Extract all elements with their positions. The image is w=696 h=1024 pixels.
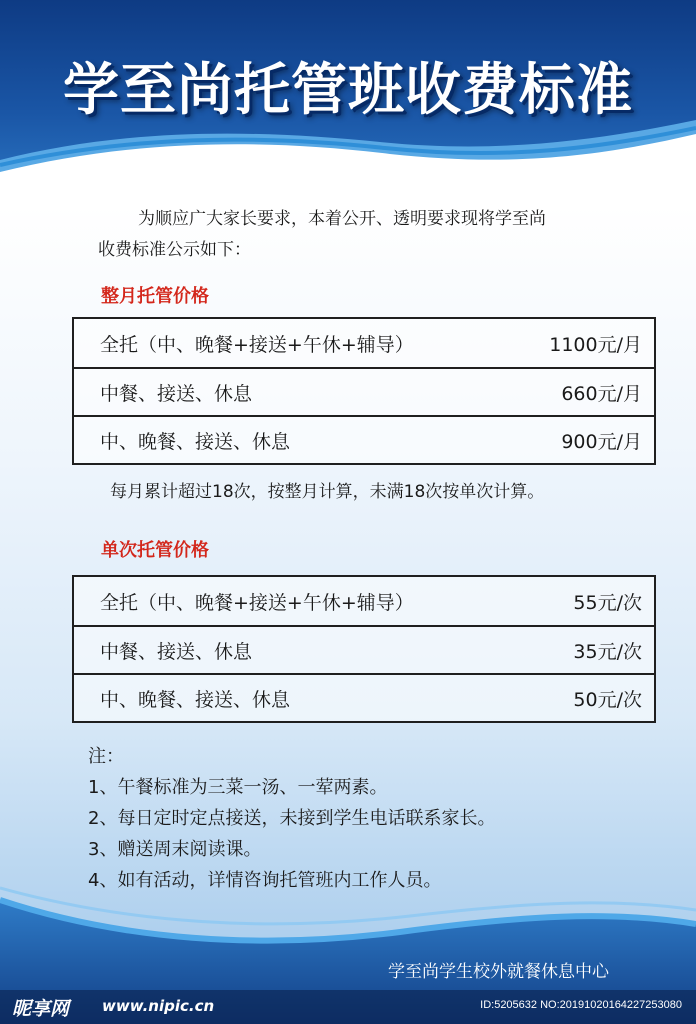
header-wave-decoration [0, 120, 696, 210]
table-row [74, 673, 654, 721]
price-item: 中餐、接送、休息 [100, 640, 253, 663]
organization-name: 学至尚学生校外就餐休息中心 [388, 962, 609, 982]
price-value: 1100元/月 [549, 333, 642, 356]
monthly-rule-note: 每月累计超过18次，按整月计算，未满18次按单次计算。 [110, 482, 545, 502]
monthly-section-title: 整月托管价格 [101, 286, 209, 307]
watermark-site: www.nipic.cn [102, 997, 215, 1015]
page-title: 学至尚托管班收费标准 [63, 58, 633, 123]
list-item: 4、如有活动，详情咨询托管班内工作人员。 [88, 870, 442, 891]
intro-paragraph [98, 204, 658, 266]
single-section-title: 单次托管价格 [101, 540, 209, 561]
price-value: 900元/月 [561, 430, 642, 453]
single-price-table [72, 575, 656, 723]
watermark-id: ID:5205632 NO:20191020164227253080 [480, 999, 682, 1011]
watermark-logo: 昵享网 [12, 998, 70, 1020]
price-item: 中、晚餐、接送、休息 [100, 430, 291, 453]
price-value: 50元/次 [573, 688, 642, 711]
table-row [74, 367, 654, 415]
intro-line-2: 收费标准公示如下： [98, 240, 251, 260]
price-item: 全托（中、晚餐+接送+午休+辅导） [100, 333, 414, 356]
table-row [74, 319, 654, 367]
monthly-price-table [72, 317, 656, 465]
table-row [74, 577, 654, 625]
intro-line-1-text: 为顺应广大家长要求，本着公开、透明要求现将学至尚 [138, 209, 546, 229]
price-item: 中、晚餐、接送、休息 [100, 688, 291, 711]
list-item: 1、午餐标准为三菜一汤、一荤两素。 [88, 777, 388, 798]
list-item: 3、赠送周末阅读课。 [88, 839, 262, 860]
notes-label: 注： [88, 746, 124, 767]
table-row [74, 625, 654, 673]
price-value: 660元/月 [561, 382, 642, 405]
list-item: 2、每日定时定点接送，未接到学生电话联系家长。 [88, 808, 496, 829]
notes-block [88, 741, 648, 896]
header-banner [0, 0, 696, 205]
table-row [74, 415, 654, 463]
price-item: 中餐、接送、休息 [100, 382, 253, 405]
price-value: 35元/次 [573, 640, 642, 663]
price-value: 55元/次 [573, 591, 642, 614]
price-item: 全托（中、晚餐+接送+午休+辅导） [100, 591, 414, 614]
intro-line-1 [98, 204, 658, 235]
